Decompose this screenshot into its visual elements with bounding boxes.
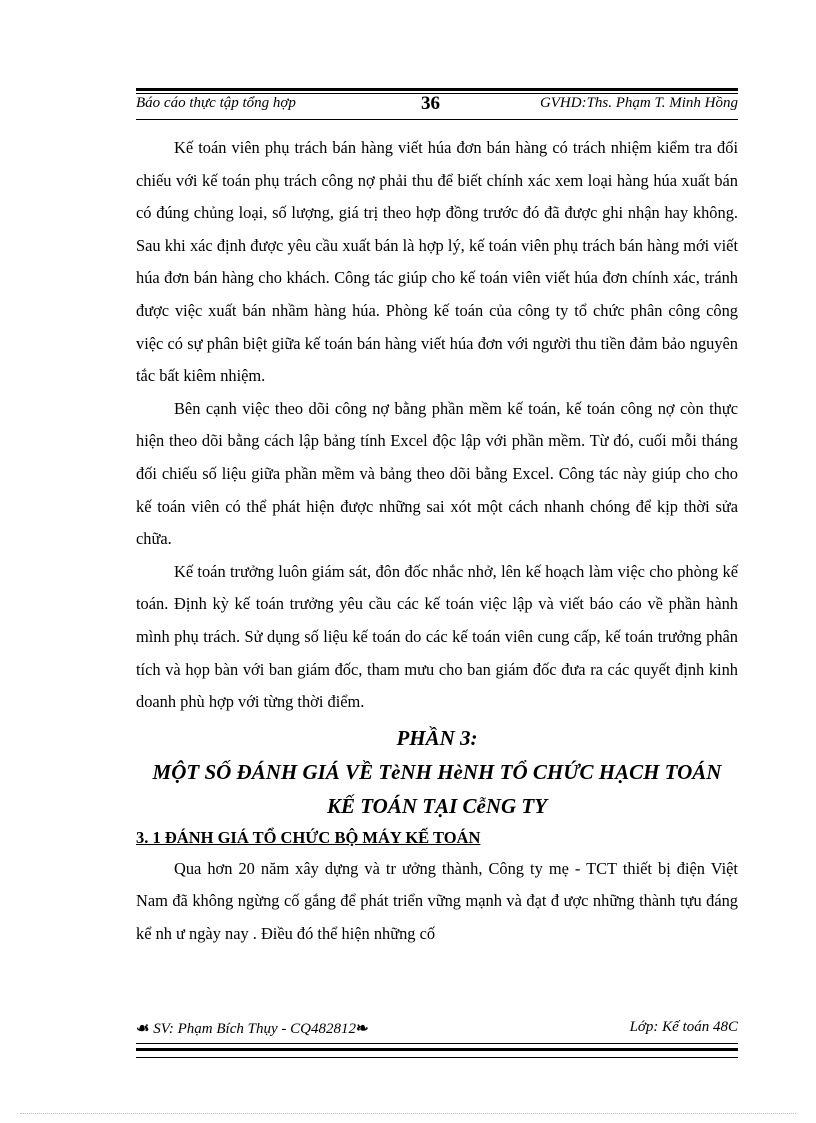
footer-class: Lớp: Kế toán 48C (629, 1019, 738, 1035)
page-number: 36 (421, 93, 440, 114)
footer-bottom-rule (136, 1057, 738, 1058)
footer-ornament-left-icon: ☙ (136, 1021, 150, 1037)
footer-ornament-right-icon: ❧ (355, 1021, 369, 1037)
footer-student (136, 1019, 369, 1038)
part-title-line-2: KẾ TOÁN TẠI CễNG TY (326, 793, 548, 818)
paragraph-chief-accountant: Kế toán trưởng luôn giám sát, đôn đốc nhắc nhở, lên kế hoạch làm việc cho phòng kế toán. Định kỳ kế toán trưởng yêu cầu các kế toán việc lập và viết báo cáo về phần hành mình phụ trách. Sử dụng số liệu kế toán do các kế toán viên cung cấp, kế toán trưởng phân tích và họp bàn với ban giám đốc, tham mưu cho ban giám đốc đưa ra các quyết định kinh doanh phù hợp với từng thời điểm. (136, 561, 738, 712)
header-report-title: Báo cáo thực tập tổng hợp (136, 95, 296, 111)
page-footer (136, 1019, 738, 1041)
header-underline (136, 119, 738, 120)
header-supervisor: GVHD:Ths. Phạm T. Minh Hồng (539, 95, 738, 111)
part-title-line-1: MỘT SỐ ĐÁNH GIÁ VỀ TèNH HèNH TỔ CHỨC HẠCH TOÁN (152, 759, 722, 784)
document-body (136, 132, 738, 950)
footer-double-rule (136, 1043, 738, 1051)
section-paragraph: Qua hơn 20 năm xây dựng và tr ưởng thành, Công ty mẹ - TCT thiết bị điện Việt Nam đã không ngừng cố gắng để phát triển vững mạnh và đạt đ ược những thành tựu đáng kể nh ư ngày nay . Điều đó thể hiện những cố (136, 858, 738, 943)
paragraph-debt-tracking: Bên cạnh việc theo dõi công nợ bằng phần mềm kế toán, kế toán công nợ còn thực hiện theo dõi bằng cách lập bảng tính Excel độc lập với phần mềm. Từ đó, cuối mỗi tháng đối chiếu số liệu giữa phần mềm và bảng theo dõi bằng Excel. Công tác này giúp cho cho kế toán viên có thể phát hiện được những sai xót một cách nhanh chóng để kịp thời sửa chữa. (136, 398, 738, 549)
section-heading: 3. 1 ĐÁNH GIÁ TỔ CHỨC BỘ MÁY KẾ TOÁN (136, 827, 481, 847)
part-heading: PHẦN 3: (396, 725, 478, 750)
paragraph-sales-accounting: Kế toán viên phụ trách bán hàng viết húa đơn bán hàng có trách nhiệm kiểm tra đối chiếu với kế toán phụ trách công nợ phải thu để biết chính xác xem loại hàng húa xuất bán có đúng chủng loại, số lượng, giá trị theo hợp đồng trước đó đã được ghi nhận hay không. Sau khi xác định được yêu cầu xuất bán là hợp lý, kế toán viên phụ trách bán hàng mới viết húa đơn bán hàng cho khách. Công tác giúp cho kế toán viên viết húa đơn chính xác, tránh được việc xuất bán nhầm hàng húa. Phòng kế toán của công ty tổ chức phân công công việc có sự phân biệt giữa kế toán bán hàng viết húa đơn với người thu tiền đảm bảo nguyên tắc bất kiêm nhiệm. (136, 138, 738, 386)
page-edge-divider (20, 1113, 796, 1114)
footer-student-text: SV: Phạm Bích Thụy - CQ482812 (153, 1021, 356, 1037)
page-header (136, 95, 738, 117)
